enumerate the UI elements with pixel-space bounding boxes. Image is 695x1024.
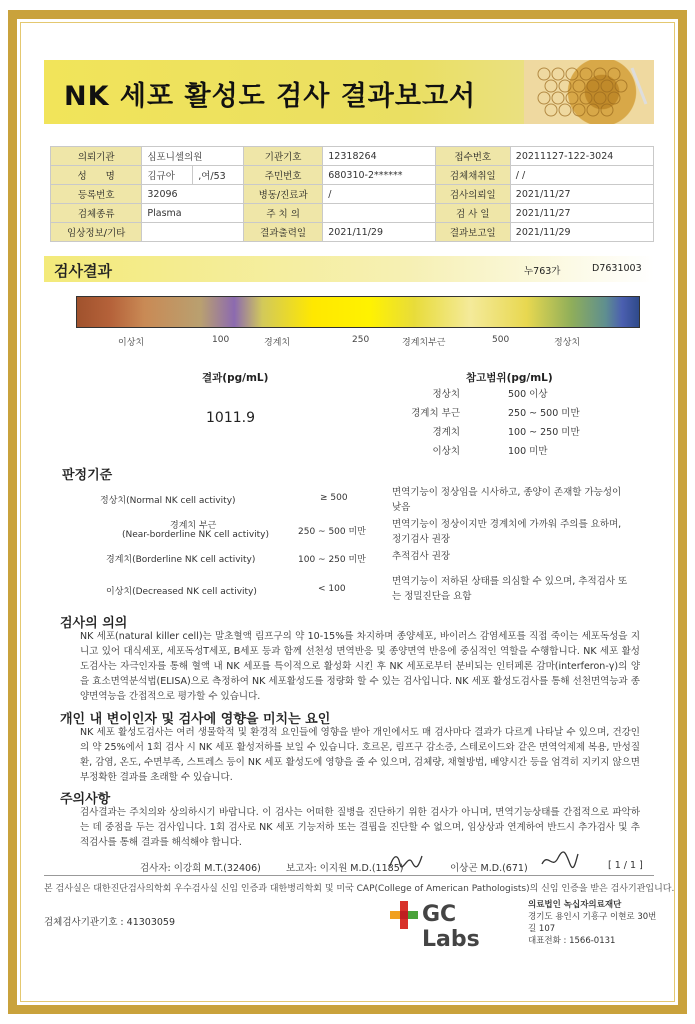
criteria-near-range: 250 ~ 500 미만 — [298, 527, 366, 537]
title-banner — [44, 60, 654, 124]
result-header: 결과(pg/mL) — [202, 372, 269, 384]
info-row — [51, 185, 654, 204]
reporter-signature: 보고자: 이지원 M.D.(1185) — [286, 863, 404, 874]
info-label: 검사의뢰일 — [435, 185, 510, 204]
scale-tick-borderline: 경계치 — [264, 338, 291, 348]
scale-tick-decreased: 이상치 — [118, 338, 145, 348]
info-value: 32096 — [142, 185, 244, 204]
info-value: / / — [510, 166, 653, 185]
notes-title: 주의사항 — [60, 792, 111, 807]
activity-scale-bar — [76, 296, 640, 328]
org-name: 의료법인 녹십자의료재단 — [528, 900, 622, 910]
info-label: 성 명 — [51, 166, 142, 185]
info-value: / — [323, 185, 435, 204]
result-code: D7631003 — [592, 263, 642, 274]
ref-label: 이상치 — [432, 446, 460, 457]
info-label: 기관기호 — [243, 147, 322, 166]
info-label: 임상정보/기타 — [51, 223, 142, 242]
reporter2-signature: 이상곤 M.D.(671) — [450, 863, 528, 874]
report-title: NK 세포 활성도 검사 결과보고서 — [64, 81, 477, 112]
criteria-normal-range: ≥ 500 — [320, 493, 348, 503]
ref-label: 경계치 — [432, 427, 460, 438]
divider — [44, 875, 654, 876]
info-value: 12318264 — [323, 147, 435, 166]
result-section-bar — [44, 256, 654, 282]
criteria-borderline-range: 100 ~ 250 미만 — [298, 555, 366, 565]
ref-range: 250 ~ 500 미만 — [508, 408, 580, 419]
info-row — [51, 147, 654, 166]
handwritten-signature-2 — [540, 850, 580, 872]
criteria-decreased-range: < 100 — [318, 584, 346, 594]
ref-range: 100 미만 — [508, 446, 548, 457]
result-section-title: 검사결과 — [54, 262, 112, 280]
certification-text: 본 검사실은 대한진단검사의학회 우수검사실 신임 인증과 대한병리학회 및 미국 CAP(College of American Pathologists)의 신임 인증을 받은 검사기관입니다. — [44, 884, 675, 894]
meaning-text: NK 세포(natural killer cell)는 말초혈액 림프구의 약 10-15%를 차지하며 종양세포, 바이러스 감염세포를 직접 죽이는 세포독성을 지니고 있어 대식세포, 세포독성T세포, B세포 등과 함께 선천성 면역반응 및 종양면역 반응에 중심적인 역할을 수행합니다. NK 세포 활성도검사는 자극인자를 통해 혈액 내 NK 세포를 특이적으로 활성화 시킨 후 NK 세포로부터 분비되는 인터페론 감마(interferon-γ)의 양을 효소면역분석법(ELISA)으로 측정하여 NK 세포활성도를 정량화 할 수 있는 검사입니다. NK 세포 활성도검사를 통해 선천면역능과 종양면역능을 간접적으로 평가할 수 있습니다. — [80, 631, 640, 702]
info-label: 주민번호 — [243, 166, 322, 185]
info-label: 병동/진료과 — [243, 185, 322, 204]
patient-info-table — [50, 146, 654, 242]
scale-tick-500: 500 — [492, 335, 510, 345]
result-count: 누763가 — [524, 266, 561, 277]
info-value: 김규아 — [142, 166, 193, 185]
org-address: 경기도 용인시 기흥구 이현로 30번길 107 — [528, 912, 657, 934]
info-label: 검체채취일 — [435, 166, 510, 185]
info-value: 2021/11/27 — [510, 185, 653, 204]
scale-tick-100: 100 — [212, 335, 230, 345]
criteria-decreased-desc: 면역기능이 저하된 상태를 의심할 수 있으며, 추적검사 또는 정밀진단을 요함 — [392, 576, 628, 602]
info-value: 심포니셀의원 — [142, 147, 244, 166]
info-label: 주 치 의 — [243, 204, 322, 223]
info-value: Plasma — [142, 204, 244, 223]
ref-label: 정상치 — [432, 389, 460, 400]
criteria-normal-name: 정상치(Normal NK cell activity) — [100, 496, 236, 506]
info-label: 결과보고일 — [435, 223, 510, 242]
institution-code: 검체검사기관기호 : 41303059 — [44, 917, 176, 928]
criteria-title: 판정기준 — [62, 468, 113, 483]
org-phone: 대표전화 : 1566-0131 — [528, 936, 616, 946]
result-value: 1011.9 — [206, 410, 255, 426]
info-row — [51, 166, 654, 185]
report-page — [30, 50, 675, 980]
criteria-near-desc: 면역기능이 정상이지만 경계치에 가까워 주의를 요하며, 정기검사 권장 — [392, 519, 622, 545]
scale-tick-250: 250 — [352, 335, 370, 345]
factors-text: NK 세포 활성도검사는 여러 생물학적 및 환경적 요인들에 영향을 받아 개인에서도 매 검사마다 결과가 다르게 나타날 수 있으며, 건강인의 약 25%에서 1회 검사 시 NK 세포 활성저하를 보일 수 있습니다. 호르몬, 림프구 감소증, 스테로이드와 같은 면역억제제 복용, 만성질환, 감염, 온도, 수면부족, 스트레스 등이 NK 세포 활성도에 영향을 줄 수 있으며, 검체량, 채혈방법, 배양시간 등을 엄격히 지키지 않으면 부정확한 결과를 초래할 수 있습니다. — [80, 727, 641, 783]
ref-range: 500 이상 — [508, 389, 548, 400]
gc-labs-logo — [390, 898, 520, 952]
criteria-near-name: 경계치 부근 — [170, 521, 217, 531]
info-label: 접수번호 — [435, 147, 510, 166]
scale-tick-near-borderline: 경계치부근 — [402, 338, 446, 348]
logo-text: GC Labs — [422, 902, 480, 952]
info-value: 2021/11/29 — [323, 223, 435, 242]
info-value: 680310-2****** — [323, 166, 435, 185]
notes-text: 검사결과는 주치의와 상의하시기 바랍니다. 이 검사는 어떠한 질병을 진단하기 위한 검사가 아니며, 면역기능상태를 간접적으로 파악하는 데 중점을 두는 검사입니다. 1회 검사로 NK 세포 기능저하 또는 결핍을 진단할 수 없으며, 임상상과 연계하여 반드시 추가검사 및 추적검사를 통해 결과를 해석해야 합니다. — [80, 807, 640, 848]
criteria-near-name-en: (Near-borderline NK cell activity) — [122, 530, 270, 540]
info-value: 20211127-122-3024 — [510, 147, 653, 166]
info-value: 2021/11/29 — [510, 223, 653, 242]
info-value: ,여/53 — [193, 166, 244, 185]
organization-info — [528, 899, 660, 947]
info-label: 등록번호 — [51, 185, 142, 204]
info-label: 검체종류 — [51, 204, 142, 223]
ref-label: 경계치 부근 — [411, 408, 460, 419]
page-indicator: [ 1 / 1 ] — [608, 860, 643, 871]
info-value — [323, 204, 435, 223]
criteria-borderline-name: 경계치(Borderline NK cell activity) — [106, 555, 256, 565]
info-label: 검 사 일 — [435, 204, 510, 223]
gc-cross-icon — [390, 901, 418, 929]
ref-range: 100 ~ 250 미만 — [508, 427, 580, 438]
info-value — [142, 223, 244, 242]
info-row — [51, 223, 654, 242]
info-value: 2021/11/27 — [510, 204, 653, 223]
scale-tick-normal: 정상치 — [554, 338, 581, 348]
criteria-borderline-desc: 추적검사 권장 — [392, 551, 451, 562]
honeycomb-image — [524, 60, 654, 124]
criteria-decreased-name: 이상치(Decreased NK cell activity) — [106, 587, 257, 597]
info-label: 의뢰기관 — [51, 147, 142, 166]
tester-signature: 검사자: 이강희 M.T.(32406) — [140, 863, 261, 874]
factors-title: 개인 내 변이인자 및 검사에 영향을 미치는 요인 — [60, 712, 331, 727]
criteria-normal-desc: 면역기능이 정상임을 시사하고, 종양이 존재할 가능성이 낮음 — [392, 487, 622, 513]
handwritten-signature-1 — [388, 850, 424, 872]
meaning-title: 검사의 의의 — [60, 616, 128, 631]
info-label: 결과출력일 — [243, 223, 322, 242]
reference-header: 참고범위(pg/mL) — [466, 372, 553, 384]
info-row — [51, 204, 654, 223]
